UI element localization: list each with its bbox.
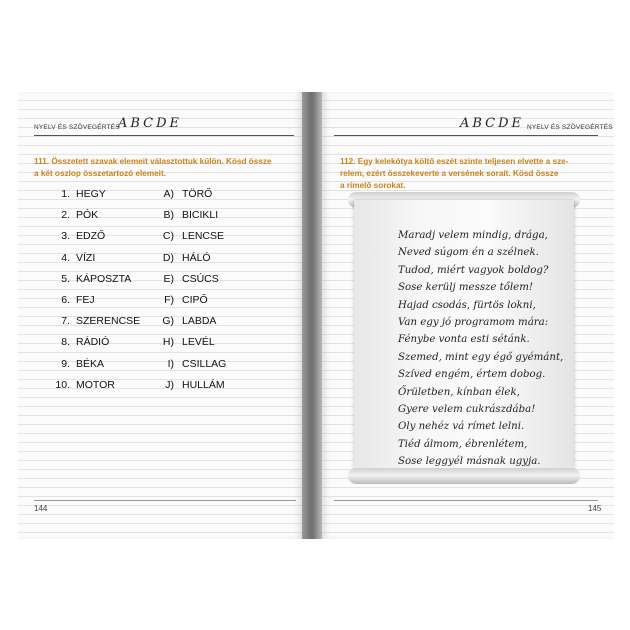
item-word: TÖRŐ [182,188,213,200]
item-word: HULLÁM [182,378,225,391]
item-word: HEGY [76,188,106,200]
right-footer-rule [334,500,598,501]
poem-line: Sose leggyél másnak ugyja. [398,456,541,468]
item-letter: C) [162,230,174,243]
task-112 [340,156,602,192]
left-column-item [52,378,115,392]
item-word: MOTOR [76,378,115,391]
task-111-text-line1: Összetett szavak elemeit választottuk külön. Kösd össze [51,157,272,166]
item-number: 1. [61,188,70,200]
left-header-script: ABCDE [118,116,183,131]
left-page-number: 144 [34,504,48,513]
left-column-item [52,208,98,222]
item-number: 3. [61,230,70,243]
poem-line: Oly nehéz vá rímet lelni. [398,421,525,433]
task-112-text-line3: a rímelő sorokat. [340,181,406,190]
right-column-item [162,357,226,371]
poem-line: Hajad csodás, fürtös lokni, [398,299,536,311]
item-word: LENCSE [182,230,225,243]
right-column-item [162,314,216,328]
item-word: RÁDIÓ [76,336,110,349]
poem-line: Neved súgom én a szélnek. [398,247,539,259]
item-number: 2. [61,209,70,222]
poem-line: Van egy jó programom mára: [398,317,549,328]
poem-line: Gyere velem cukrászdába! [398,404,536,415]
right-column-item [162,251,211,265]
right-column-item [162,229,224,243]
left-column-item [52,251,95,265]
poem-line: Tiéd álmom, ébrenlétem, [398,438,528,450]
task-112-text-line1: Egy kelekótya költő eszét szinte teljesen elvette a sze- [357,157,569,166]
scroll-bottom-roll [348,468,580,484]
item-number: 8. [61,336,70,349]
right-header-script: ABCDE [460,116,525,131]
right-column-item [162,378,225,392]
right-column-item [162,187,212,201]
item-word: PÓK [76,209,99,222]
right-header-rule [334,135,598,136]
item-word: SZERENCSE [76,315,141,328]
poem-line: Szíved engém, értem dobog. [398,369,546,381]
item-number: 9. [61,357,70,370]
right-column-item [162,208,218,222]
item-number: 10. [55,378,70,391]
poem-line: Tudod, miért vagyok boldog? [398,264,549,276]
item-letter: D) [162,251,174,264]
item-letter: H) [162,336,174,349]
left-column-item [52,357,104,371]
left-column-item [52,187,106,201]
item-word: CIPŐ [182,294,208,306]
right-column-item [162,293,208,307]
left-column-item [52,272,131,286]
left-column-item [52,293,95,307]
item-word: KÁPOSZTA [76,272,132,285]
task-112-number: 112. [340,157,356,166]
item-number: 4. [61,251,70,264]
item-word: FEJ [76,294,95,306]
task-111-text-line2: a két oszlop összetartozó elemeit. [34,169,166,178]
item-word: BICIKLI [182,209,219,222]
right-page-number: 145 [588,504,602,513]
item-letter: A) [163,188,174,200]
poem-line: Maradj velem mindig, drága, [398,230,548,241]
poem-line: Sose kerülj messze tőlem! [398,282,533,294]
item-letter: J) [165,378,174,391]
task-111 [34,156,296,180]
item-number: 7. [61,315,70,328]
left-header-rule [34,135,294,136]
poem-line: Fénybe vonta esti sétánk. [398,334,530,346]
item-word: LEVÉL [182,336,215,349]
item-word: VÍZI [76,251,96,264]
item-number: 5. [61,272,70,285]
item-word: BÉKA [76,357,105,370]
left-header-title: NYELV ÉS SZÖVEGÉRTÉS [34,124,120,131]
right-column-item [162,272,219,286]
item-letter: B) [163,209,174,222]
task-111-number: 111. [34,157,50,166]
item-word: CSILLAG [182,357,227,370]
poem-line: Őrületben, kínban élek, [398,386,520,398]
right-column-item [162,335,215,349]
item-word: LABDA [182,315,217,328]
left-column-item [52,229,105,243]
left-column-item [52,314,140,328]
right-header-title: NYELV ÉS SZÖVEGÉRTÉS [527,124,613,131]
left-footer-rule [34,500,296,501]
item-word: EDZŐ [76,230,106,243]
left-column-item [52,335,109,349]
poem-line: Szemed, mint egy égő gyémánt, [398,351,564,363]
item-word: CSÚCS [182,272,219,285]
item-word: HÁLÓ [182,251,211,264]
task-112-text-line2: relem, ezért összekeverte a versének sorait. Kösd össze [340,169,559,178]
book-gutter [302,92,322,539]
item-number: 6. [61,294,70,306]
item-letter: G) [162,315,174,328]
item-letter: F) [164,294,174,306]
item-letter: E) [163,272,174,285]
item-letter: I) [167,357,174,370]
